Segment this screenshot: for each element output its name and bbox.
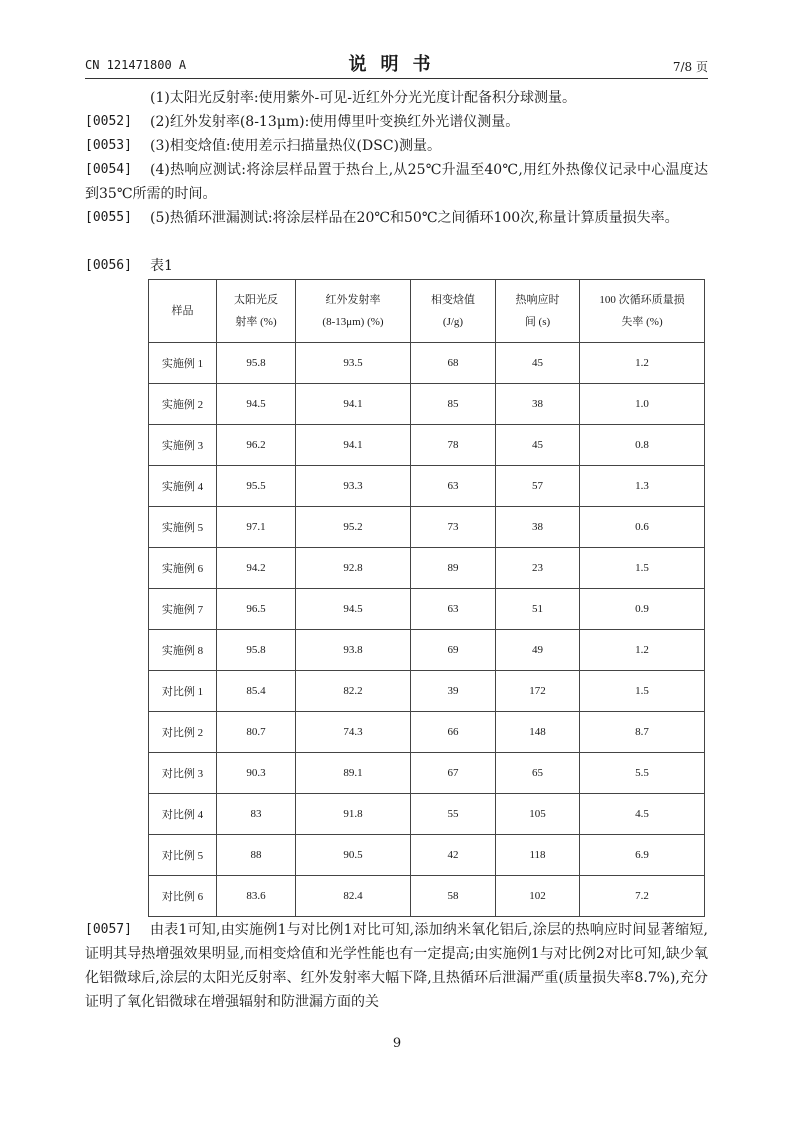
value-cell: 49	[496, 630, 580, 671]
value-cell: 92.8	[296, 548, 411, 589]
value-cell: 95.8	[217, 630, 296, 671]
paragraph-0056	[85, 254, 708, 278]
value-cell: 102	[496, 876, 580, 917]
value-cell: 67	[411, 753, 496, 794]
paragraph-0051-cont	[85, 86, 708, 110]
value-cell: 93.5	[296, 343, 411, 384]
table-caption: 表1	[150, 258, 173, 274]
value-cell: 0.8	[580, 425, 705, 466]
table-row	[149, 630, 705, 671]
value-cell: 8.7	[580, 712, 705, 753]
value-cell: 0.6	[580, 507, 705, 548]
paragraph-0054	[85, 158, 708, 206]
page-header	[85, 50, 708, 76]
value-cell: 73	[411, 507, 496, 548]
value-cell: 55	[411, 794, 496, 835]
value-cell: 0.9	[580, 589, 705, 630]
value-cell: 94.5	[217, 384, 296, 425]
paragraph-0052	[85, 110, 708, 134]
page-indicator: 7/8 页	[672, 60, 708, 74]
value-cell: 85	[411, 384, 496, 425]
value-cell: 65	[496, 753, 580, 794]
header-sample: 样品	[149, 280, 217, 343]
paragraph-number: [0057]	[85, 922, 132, 937]
table-row	[149, 794, 705, 835]
value-cell: 172	[496, 671, 580, 712]
value-cell: 38	[496, 384, 580, 425]
value-cell: 7.2	[580, 876, 705, 917]
results-table	[148, 279, 705, 917]
page-number: 9	[392, 1036, 402, 1051]
value-cell: 58	[411, 876, 496, 917]
value-cell: 148	[496, 712, 580, 753]
header-mass-loss: 100 次循环质量损 失率 (%)	[580, 280, 705, 343]
sample-name-cell: 对比例 4	[149, 794, 217, 835]
value-cell: 1.3	[580, 466, 705, 507]
table-row	[149, 876, 705, 917]
header-rule	[85, 78, 708, 79]
value-cell: 82.2	[296, 671, 411, 712]
value-cell: 95.2	[296, 507, 411, 548]
document-title: 说明书	[348, 54, 445, 75]
value-cell: 94.5	[296, 589, 411, 630]
value-cell: 51	[496, 589, 580, 630]
table-row	[149, 384, 705, 425]
value-cell: 94.2	[217, 548, 296, 589]
value-cell: 66	[411, 712, 496, 753]
sample-name-cell: 对比例 2	[149, 712, 217, 753]
table-row	[149, 712, 705, 753]
value-cell: 90.5	[296, 835, 411, 876]
table-row	[149, 507, 705, 548]
value-cell: 1.2	[580, 630, 705, 671]
paragraph-text: (5)热循环泄漏测试:将涂层样品在20℃和50℃之间循环100次,称量计算质量损失率。	[150, 210, 679, 226]
value-cell: 97.1	[217, 507, 296, 548]
value-cell: 94.1	[296, 384, 411, 425]
value-cell: 90.3	[217, 753, 296, 794]
table-row	[149, 753, 705, 794]
value-cell: 83.6	[217, 876, 296, 917]
value-cell: 78	[411, 425, 496, 466]
sample-name-cell: 实施例 4	[149, 466, 217, 507]
sample-name-cell: 实施例 5	[149, 507, 217, 548]
value-cell: 63	[411, 466, 496, 507]
value-cell: 42	[411, 835, 496, 876]
table-row	[149, 343, 705, 384]
value-cell: 57	[496, 466, 580, 507]
table-row	[149, 466, 705, 507]
sample-name-cell: 实施例 3	[149, 425, 217, 466]
header-solar-reflectance: 太阳光反 射率 (%)	[217, 280, 296, 343]
value-cell: 93.8	[296, 630, 411, 671]
value-cell: 69	[411, 630, 496, 671]
value-cell: 5.5	[580, 753, 705, 794]
value-cell: 1.2	[580, 343, 705, 384]
value-cell: 6.9	[580, 835, 705, 876]
value-cell: 93.3	[296, 466, 411, 507]
sample-name-cell: 对比例 6	[149, 876, 217, 917]
value-cell: 89.1	[296, 753, 411, 794]
value-cell: 95.5	[217, 466, 296, 507]
value-cell: 23	[496, 548, 580, 589]
value-cell: 68	[411, 343, 496, 384]
sample-name-cell: 实施例 7	[149, 589, 217, 630]
value-cell: 38	[496, 507, 580, 548]
value-cell: 83	[217, 794, 296, 835]
paragraph-number: [0052]	[85, 114, 132, 129]
table-row	[149, 548, 705, 589]
paragraph-number: [0056]	[85, 258, 132, 273]
paragraph-number: [0053]	[85, 138, 132, 153]
value-cell: 63	[411, 589, 496, 630]
paragraph-text: 由表1可知,由实施例1与对比例1对比可知,添加纳米氧化铝后,涂层的热响应时间显著缩短,证明其导热增强效果明显,而相变焓值和光学性能也有一定提高;由实施例1与对比例2对比可知,缺少氧化铝微球后,涂层的太阳光反射率、红外发射率大幅下降,且热循环后泄漏严重(质量损失率8.7%),充分证明了氧化铝微球在增强辐射和防泄漏方面的关	[85, 922, 708, 1010]
value-cell: 4.5	[580, 794, 705, 835]
sample-name-cell: 对比例 5	[149, 835, 217, 876]
value-cell: 118	[496, 835, 580, 876]
sample-name-cell: 对比例 3	[149, 753, 217, 794]
value-cell: 94.1	[296, 425, 411, 466]
sample-name-cell: 实施例 8	[149, 630, 217, 671]
value-cell: 96.2	[217, 425, 296, 466]
value-cell: 1.0	[580, 384, 705, 425]
table-row	[149, 589, 705, 630]
value-cell: 89	[411, 548, 496, 589]
table-row	[149, 671, 705, 712]
table-row	[149, 835, 705, 876]
sample-name-cell: 实施例 6	[149, 548, 217, 589]
paragraph-0055	[85, 206, 708, 230]
value-cell: 39	[411, 671, 496, 712]
value-cell: 95.8	[217, 343, 296, 384]
value-cell: 45	[496, 343, 580, 384]
value-cell: 88	[217, 835, 296, 876]
value-cell: 74.3	[296, 712, 411, 753]
paragraph-text: (1)太阳光反射率:使用紫外-可见-近红外分光光度计配备积分球测量。	[150, 90, 577, 106]
paragraph-number: [0054]	[85, 162, 132, 177]
value-cell: 45	[496, 425, 580, 466]
value-cell: 1.5	[580, 671, 705, 712]
paragraph-text: (2)红外发射率(8-13μm):使用傅里叶变换红外光谱仪测量。	[150, 114, 520, 130]
paragraph-number: [0055]	[85, 210, 132, 225]
value-cell: 85.4	[217, 671, 296, 712]
value-cell: 80.7	[217, 712, 296, 753]
paragraph-0053	[85, 134, 708, 158]
paragraph-0057	[85, 918, 708, 1014]
table-row	[149, 425, 705, 466]
sample-name-cell: 实施例 1	[149, 343, 217, 384]
value-cell: 91.8	[296, 794, 411, 835]
value-cell: 1.5	[580, 548, 705, 589]
value-cell: 105	[496, 794, 580, 835]
paragraph-text: (4)热响应测试:将涂层样品置于热台上,从25℃升温至40℃,用红外热像仪记录中心温度达到35℃所需的时间。	[85, 162, 708, 202]
header-ir-emissivity: 红外发射率 (8-13μm) (%)	[296, 280, 411, 343]
value-cell: 82.4	[296, 876, 411, 917]
header-enthalpy: 相变焓值 (J/g)	[411, 280, 496, 343]
table-header-row	[149, 280, 705, 343]
patent-number: CN 121471800 A	[85, 58, 187, 72]
paragraph-text: (3)相变焓值:使用差示扫描量热仪(DSC)测量。	[150, 138, 441, 154]
sample-name-cell: 实施例 2	[149, 384, 217, 425]
sample-name-cell: 对比例 1	[149, 671, 217, 712]
value-cell: 96.5	[217, 589, 296, 630]
header-response-time: 热响应时 间 (s)	[496, 280, 580, 343]
